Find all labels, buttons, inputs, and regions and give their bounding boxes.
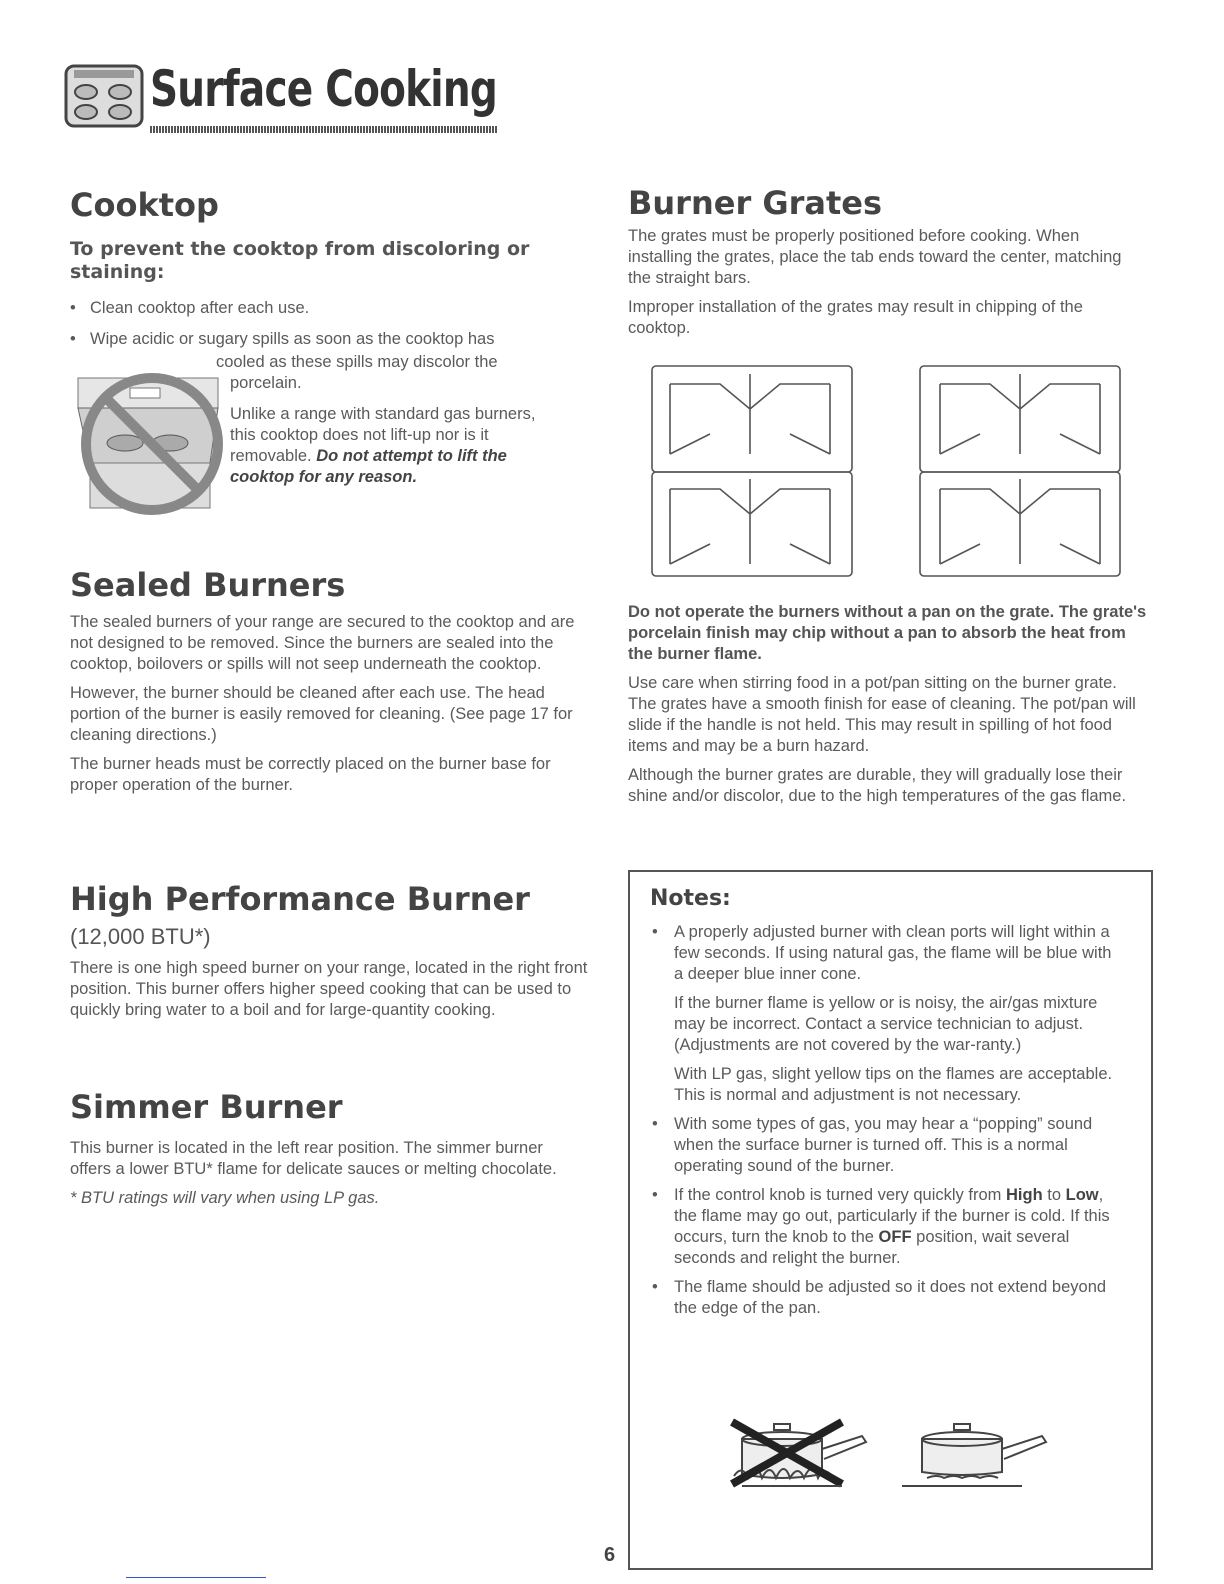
no-lift-cooktop-illustration: [70, 368, 230, 518]
cooktop-bullet-1: • Clean cooktop after each use.: [70, 299, 310, 317]
grates-paragraph-2: Improper installation of the grates may result in chipping of the cooktop.: [628, 298, 1083, 337]
cooktop-para: [216, 404, 596, 488]
cooktop-subheading: To prevent the cooktop from discoloring or staining:: [70, 238, 530, 283]
cooktop-warning: Do not attempt to lift the: [316, 447, 507, 465]
note-item-3: • If the control knob is turned very quickly from High to Low, the flame may go out, particularly if the burner is cold. If this occurs, turn the knob to the OFF position, wait several seconds and relight the burner.: [652, 1186, 1110, 1267]
grates-body-top: [628, 226, 1148, 339]
high-btu: (12,000 BTU*): [70, 924, 211, 949]
simmer-paragraph: This burner is located in the left rear position. The simmer burner offers a lower BTU* flame for delicate sauces or melting chocolate.: [70, 1139, 557, 1178]
cooktop-bullet-2-cont: cooled as these spills may discolor the: [216, 353, 498, 371]
note-item-1: • A properly adjusted burner with clean ports will light within a few seconds. If using natural gas, the flame will be blue with a deeper blue inner cone. If the burner flame is yellow or is noisy, the air/gas mixture may be incorrect. Contact a service technician to adjust. (Adjustments are not covered by the war-ranty.) With LP gas, slight yellow tips on the flames are acceptable. This is normal and adjustment is not necessary.: [630, 922, 1120, 1106]
cooktop-heading: Cooktop: [70, 186, 219, 224]
flame-pans-illustration: [722, 1414, 1082, 1494]
btu-footnote: * BTU ratings will vary when using LP gas.: [70, 1189, 380, 1207]
cooktop-bullet-2: • Wipe acidic or sugary spills as soon as the cooktop has: [70, 330, 495, 348]
notes-heading: Notes:: [650, 886, 731, 911]
cooktop-icon: [64, 62, 144, 130]
cooktop-para-line-2: this cooktop does not lift-up nor is it: [230, 426, 489, 444]
note-item-2: • With some types of gas, you may hear a “popping” sound when the surface burner is turned off. This is a normal operating sound of the burner.: [652, 1115, 1093, 1175]
grates-paragraph-1: The grates must be properly positioned before cooking. When installing the grates, place the tab ends toward the center, matching the straight bars.: [628, 227, 1122, 287]
high-body: [70, 958, 600, 1021]
sealed-paragraph-2: However, the burner should be cleaned after each use. The head portion of the burner is easily removed for cleaning. (See page 17 for cleaning directions.): [70, 684, 573, 744]
grates-heading: Burner Grates: [628, 184, 883, 222]
page-number: 6: [604, 1544, 616, 1566]
grates-paragraph-3: Use care when stirring food in a pot/pan sitting on the burner grate. The grates have a smooth finish for ease of cleaning. The pot/pan will slide if the handle is not held. This may result in spilling of hot food items and may be a burn hazard.: [628, 674, 1136, 755]
note-item-1-sub-2: With LP gas, slight yellow tips on the flames are acceptable. This is normal and adjustment is not necessary.: [674, 1065, 1113, 1104]
sealed-heading: Sealed Burners: [70, 566, 346, 604]
cooktop-para-line-1: Unlike a range with standard gas burners,: [230, 405, 536, 423]
grates-warning: Do not operate the burners without a pan on the grate. The grate's porcelain finish may chip without a pan to absorb the heat from the burner flame.: [628, 603, 1147, 663]
simmer-heading: Simmer Burner: [70, 1088, 343, 1126]
high-heading: High Performance Burner: [70, 880, 530, 918]
notes-list: [630, 922, 1120, 1319]
simmer-body: [70, 1138, 570, 1209]
grates-body-bottom: [628, 602, 1148, 807]
note-item-1-sub-1: If the burner flame is yellow or is noisy, the air/gas mixture may be incorrect. Contact a service technician to adjust. (Adjustments are not covered by the war-ranty.): [674, 994, 1098, 1054]
sealed-body: [70, 612, 590, 796]
cooktop-para-line-3: removable. Do not attempt to lift the: [230, 447, 507, 465]
note-item-4: • The flame should be adjusted so it does not extend beyond the edge of the pan.: [652, 1278, 1107, 1317]
sealed-paragraph-3: The burner heads must be correctly placed on the burner base for proper operation of the burner.: [70, 755, 551, 794]
header-icon-box: [64, 62, 144, 130]
footer-line: [126, 1577, 266, 1578]
sealed-paragraph-1: The sealed burners of your range are secured to the cooktop and are not designed to be removed. Since the burners are sealed into the cooktop, boilovers or spills will not seep underneath the cooktop.: [70, 613, 575, 673]
cooktop-bullet-2-end: porcelain.: [230, 374, 302, 392]
cooktop-para-line-4: cooktop for any reason.: [230, 468, 418, 486]
high-paragraph: There is one high speed burner on your range, located in the right front position. This burner offers higher speed cooking that can be used to quickly bring water to a boil and for large-quantity cooking.: [70, 959, 588, 1019]
grates-paragraph-4: Although the burner grates are durable, they will gradually lose their shine and/or discolor, due to the high temperatures of the gas flame.: [628, 766, 1127, 805]
grates-illustration: [650, 364, 1130, 580]
page-title: Surface Cooking: [150, 60, 498, 118]
cooktop-bullets: [70, 298, 590, 350]
cooktop-text-wrap: [216, 352, 596, 488]
title-rule: [150, 126, 498, 133]
